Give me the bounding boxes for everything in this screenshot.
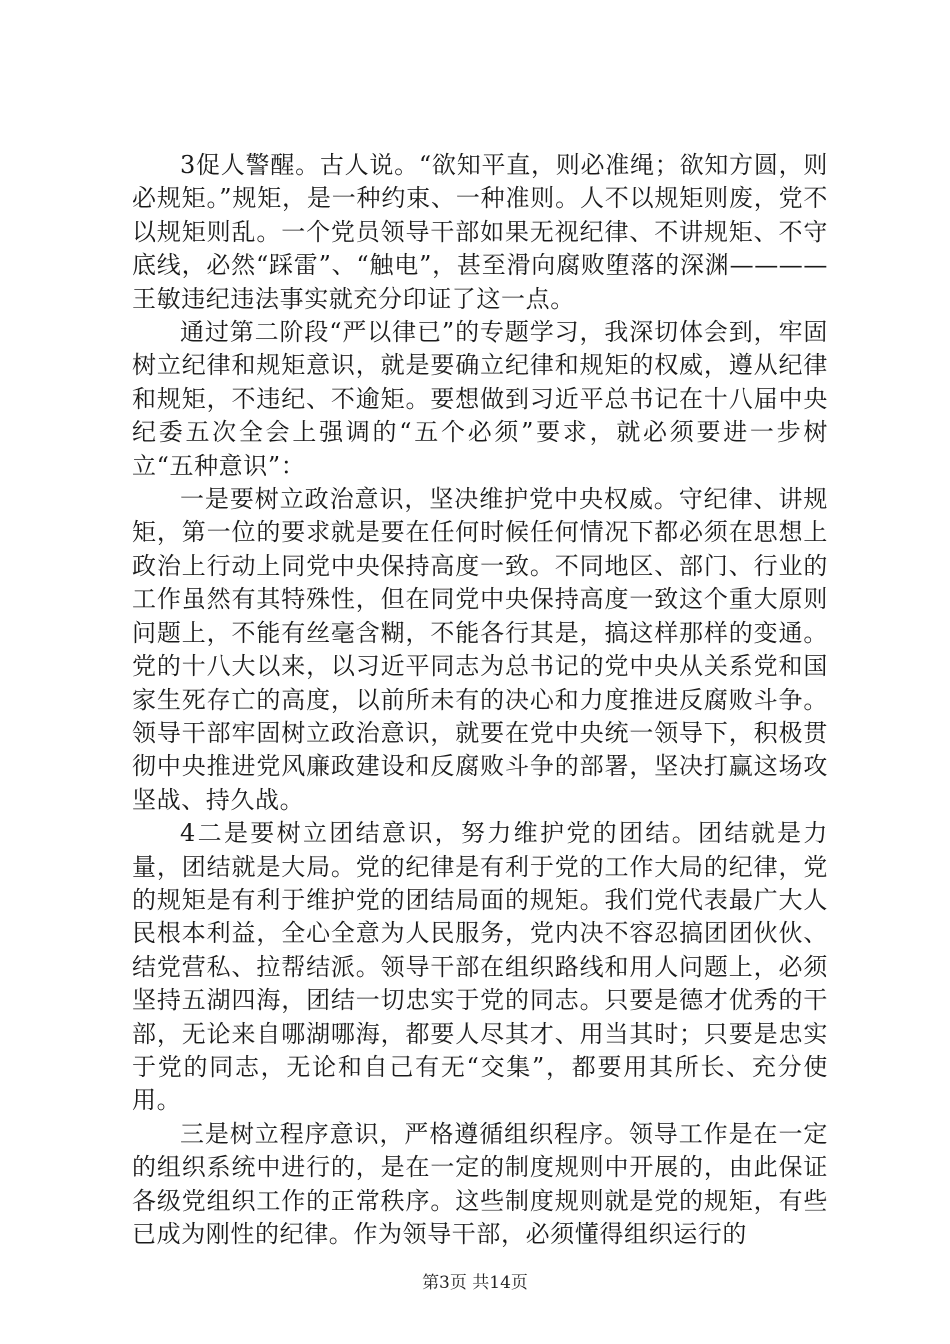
paragraph-5: 三是树立程序意识，严格遵循组织程序。领导工作是在一定的组织系统中进行的，是在一定的制度规则中开展的，由此保证各级党组织工作的正常秩序。这些制度规则就是党的规矩，有些已成为刚性的纪律。作为领导干部，必须懂得组织运行的 — [132, 1119, 828, 1248]
page-number-footer: 第3页 共14页 — [422, 1273, 528, 1293]
paragraph-4: 4二是要树立团结意识，努力维护党的团结。团结就是力量，团结就是大局。党的纪律是有利于党的工作大局的纪律，党的规矩是有利于维护党的团结局面的规矩。我们党代表最广大人民根本利益，全心全意为人民服务，党内决不容忍搞团团伙伙、结党营私、拉帮结派。领导干部在组织路线和用人问题上，必须坚持五湖四海，团结一切忠实于党的同志。只要是德才优秀的干部，无论来自哪湖哪海，都要人尽其才、用当其时；只要是忠实于党的同志，无论和自己有无“交集”，都要用其所长、充分使用。 — [132, 819, 828, 1115]
paragraph-2: 通过第二阶段“严以律已”的专题学习，我深切体会到，牢固树立纪律和规矩意识，就是要确立纪律和规矩的权威，遵从纪律和规矩，不违纪、不逾矩。要想做到习近平总书记在十八届中央纪委五次全会上强调的“五个必须”要求，就必须要进一步树立“五种意识”： — [132, 318, 828, 480]
document-body — [132, 149, 828, 1251]
paragraph-3: 一是要树立政治意识，坚决维护党中央权威。守纪律、讲规矩，第一位的要求就是要在任何时候任何情况下都必须在思想上政治上行动上同党中央保持高度一致。不同地区、部门、行业的工作虽然有其特殊性，但在同党中央保持高度一致这个重大原则问题上，不能有丝毫含糊，不能各行其是，搞这样那样的变通。党的十八大以来，以习近平同志为总书记的党中央从关系党和国家生死存亡的高度，以前所未有的决心和力度推进反腐败斗争。领导干部牢固树立政治意识，就要在党中央统一领导下，积极贯彻中央推进党风廉政建设和反腐败斗争的部署，坚决打赢这场攻坚战、持久战。 — [132, 485, 828, 814]
paragraph-1: 3促人警醒。古人说。“欲知平直，则必准绳；欲知方圆，则必规矩。”规矩，是一种约束、一种准则。人不以规矩则废，党不以规矩则乱。一个党员领导干部如果无视纪律、不讲规矩、不守底线，必然“踩雷”、“触电”，甚至滑向腐败堕落的深渊————王敏违纪违法事实就充分印证了这一点。 — [132, 151, 828, 313]
